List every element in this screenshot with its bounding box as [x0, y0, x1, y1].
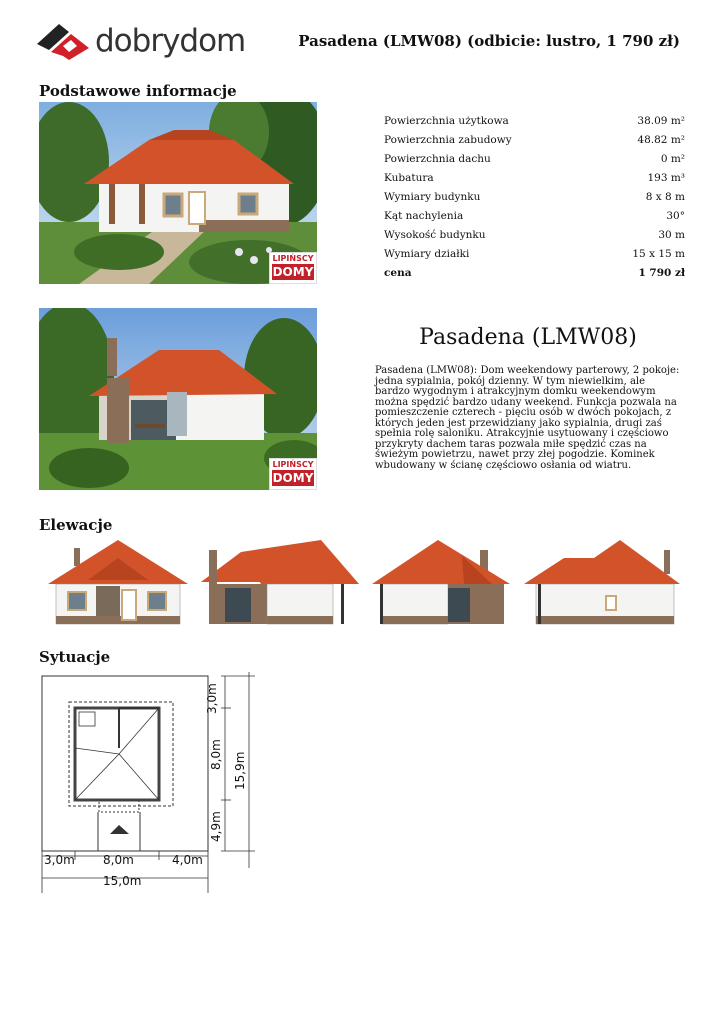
elevation-left	[524, 540, 680, 632]
brand-badge	[269, 252, 317, 284]
logo-mark-icon	[35, 22, 91, 62]
project-description: Pasadena (LMW08): Dom weekendowy parterowy, 2 pokoje: jedna sypialnia, pokój dzienny. W tym niewielkim, ale bardzo wygodnym i atrakcyjnym domku weekendowym można spędzić bardzo udany weekend. Funkcja pozwala na pomieszczenie czterech - pięciu osób w dwóch pokojach, z których jeden jest przewidziany jako sypialnia, drugi zaś spełnia rolę saloniku. Atrakcyjnie usytuowany i częściowo przykryty dachem taras pozwala miłe spędzić czas na świeżym powietrzu, nawet przy złej pogodzie. Kominek wbudowany w ścianę częściowo osłania od wiatru.	[375, 365, 680, 471]
page-title: Pasadena (LMW08) (odbicie: lustro, 1 790 zł)	[298, 32, 680, 50]
info-label: Wysokość budynku	[384, 228, 486, 241]
info-label: Wymiary budynku	[384, 190, 481, 203]
house-photo-terrace	[39, 308, 317, 490]
section-basic-info: Podstawowe informacje	[39, 82, 237, 100]
elevation-front	[48, 540, 188, 632]
site-plan	[35, 668, 275, 898]
info-row	[384, 206, 685, 225]
elevation-right	[201, 540, 359, 632]
info-label: Kubatura	[384, 171, 434, 184]
info-value: 0 m²	[660, 152, 685, 165]
project-name: Pasadena (LMW08)	[419, 325, 637, 350]
info-label: Powierzchnia dachu	[384, 152, 491, 165]
info-label: Powierzchnia użytkowa	[384, 114, 509, 127]
info-value: 30 m	[658, 228, 685, 241]
dim-bottom: 4,9m	[209, 811, 223, 842]
section-situation: Sytuacje	[39, 648, 111, 666]
dim-top: 3,0m	[205, 683, 219, 714]
info-label: Kąt nachylenia	[384, 209, 464, 222]
info-row	[384, 130, 685, 149]
dim-right: 4,0m	[172, 853, 203, 867]
info-table	[384, 111, 685, 282]
info-value: 8 x 8 m	[645, 190, 685, 203]
info-value: 48.82 m²	[637, 133, 685, 146]
info-value: 15 x 15 m	[632, 247, 685, 260]
info-label: Powierzchnia zabudowy	[384, 133, 512, 146]
info-row	[384, 111, 685, 130]
info-value: 1 790 zł	[638, 266, 685, 279]
dim-mid: 8,0m	[209, 739, 223, 770]
section-elevations: Elewacje	[39, 516, 113, 534]
badge-line2: DOMY	[272, 471, 314, 485]
badge-line2: DOMY	[272, 265, 314, 279]
info-row	[384, 187, 685, 206]
dim-left: 3,0m	[44, 853, 75, 867]
info-row	[384, 263, 685, 282]
info-label: Wymiary działki	[384, 247, 470, 260]
info-value: 30°	[666, 209, 685, 222]
info-row	[384, 225, 685, 244]
logo[interactable]	[35, 22, 246, 66]
dim-center: 8,0m	[103, 853, 134, 867]
badge-line1: LIPIŃSCY	[272, 460, 314, 469]
info-row	[384, 244, 685, 263]
elevation-back	[372, 540, 512, 632]
logo-text: dobrydom	[95, 23, 246, 59]
info-value: 193 m³	[647, 171, 685, 184]
info-row	[384, 168, 685, 187]
info-label: cena	[384, 266, 412, 279]
dim-total-vertical: 15,9m	[233, 751, 247, 790]
brand-badge	[269, 458, 317, 490]
house-photo-front	[39, 102, 317, 284]
info-value: 38.09 m²	[637, 114, 685, 127]
info-row	[384, 149, 685, 168]
dim-total-horizontal: 15,0m	[103, 874, 142, 888]
badge-line1: LIPIŃSCY	[272, 254, 314, 263]
